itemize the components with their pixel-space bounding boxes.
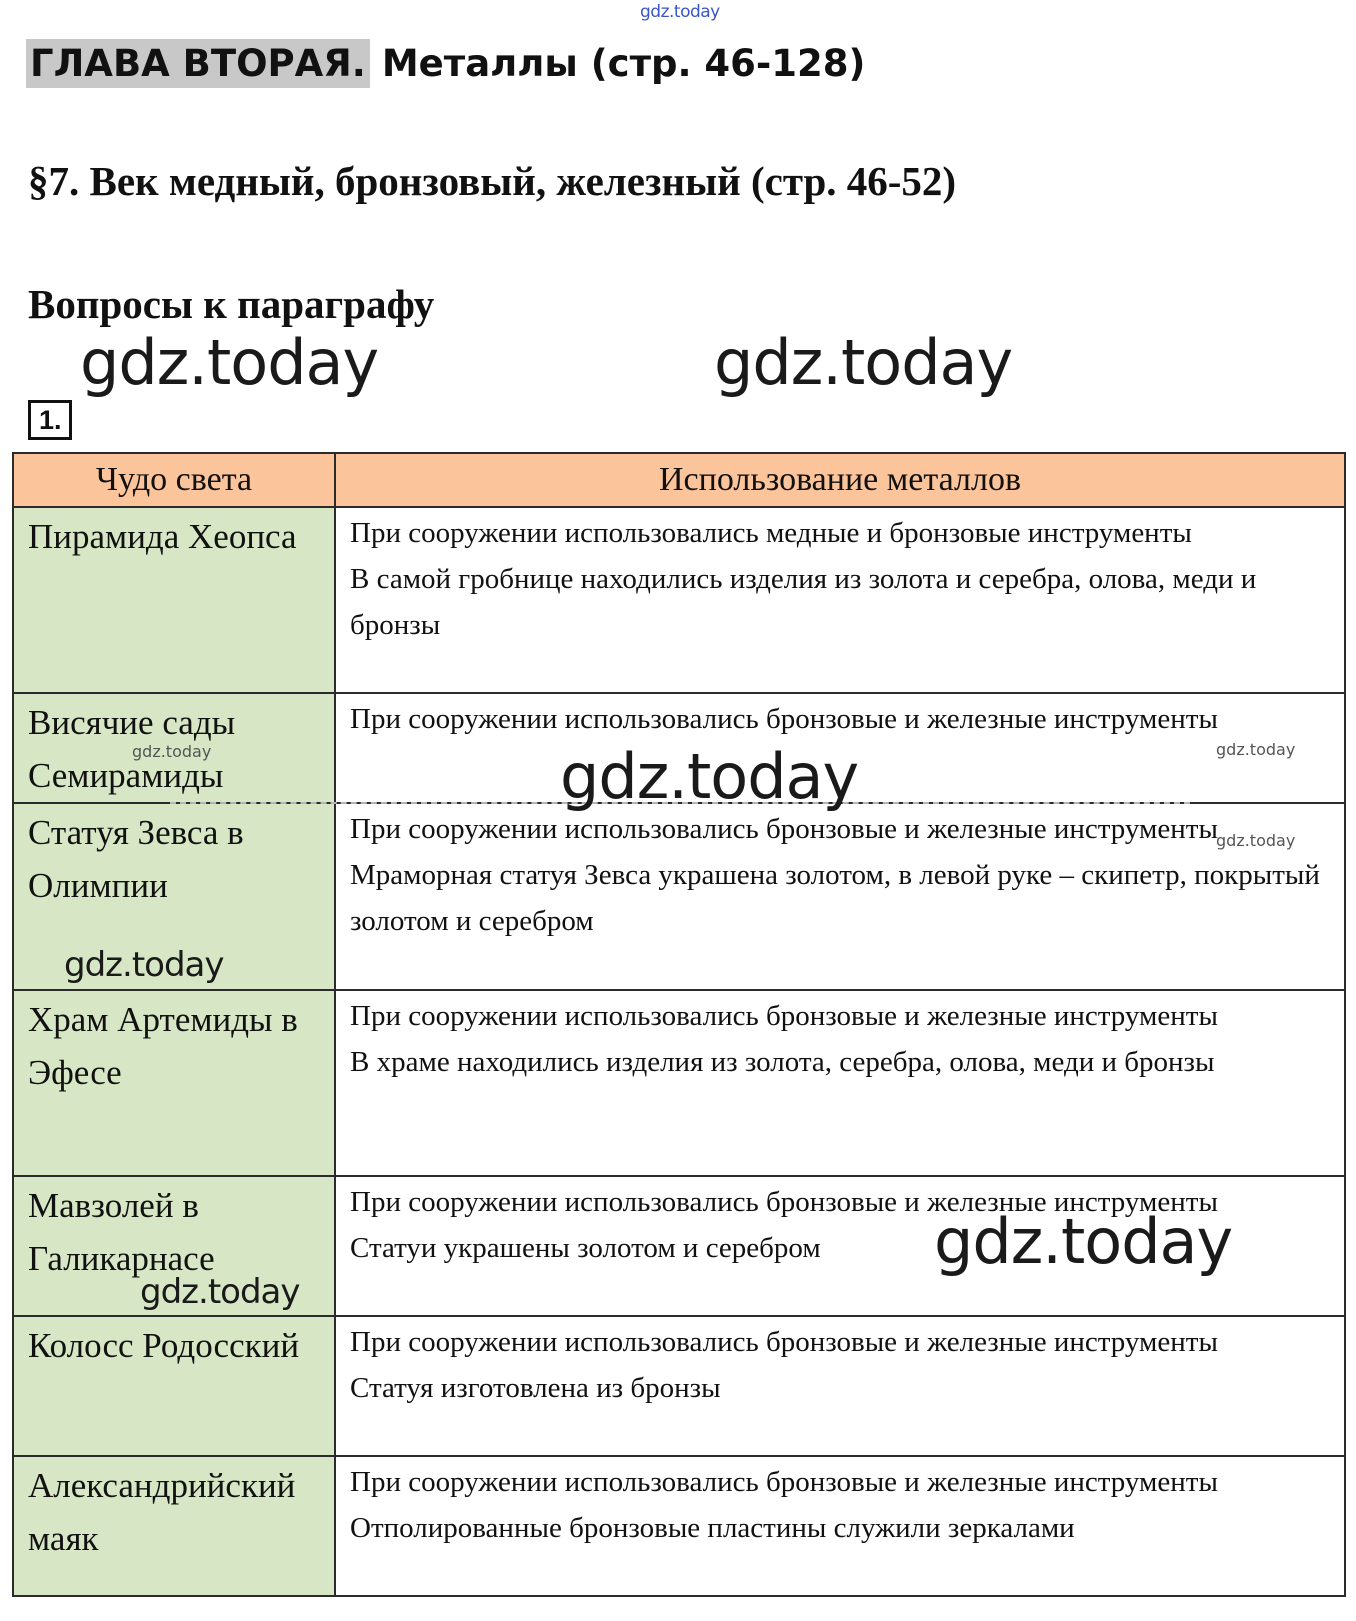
watermark: gdz.today <box>80 326 379 399</box>
wonders-table <box>12 452 1346 1597</box>
watermark: gdz.today <box>1216 831 1296 850</box>
watermark: gdz.today <box>64 945 224 985</box>
usage-line: При сооружении использовались бронзовые и железные инструменты <box>350 813 1218 845</box>
usage-line: Отполированные бронзовые пластины служили зеркалами <box>350 1512 1075 1544</box>
metal-usage <box>335 1456 1345 1596</box>
usage-line: Мраморная статуя Зевса украшена золотом, в левой руке – скипетр, покрытый золотом и серебром <box>350 859 1320 937</box>
header-wonder: Чудо света <box>13 453 335 507</box>
usage-line: В храме находились изделия из золота, серебра, олова, меди и бронзы <box>350 1046 1215 1078</box>
metal-usage <box>335 990 1345 1176</box>
usage-line: Статуя изготовлена из бронзы <box>350 1372 721 1404</box>
usage-line: При сооружении использовались бронзовые и железные инструменты <box>350 1186 1218 1218</box>
table-header-row <box>13 453 1345 507</box>
watermark: gdz.today <box>132 742 212 761</box>
chapter-heading <box>26 35 865 91</box>
wonder-name: Статуя Зевса в Олимпии <box>13 803 335 990</box>
wonder-name: Храм Артемиды в Эфесе <box>13 990 335 1176</box>
chapter-title: Металлы (стр. 46-128) <box>381 41 866 85</box>
watermark: gdz.today <box>934 1205 1233 1278</box>
wonder-name: Пирамида Хеопса <box>13 507 335 693</box>
watermark: gdz.today <box>140 1272 300 1312</box>
paragraph-title: §7. Век медный, бронзовый, железный (стр. 46-52) <box>28 158 957 204</box>
wonder-name: Мавзолей в Галикарнасе <box>13 1176 335 1316</box>
questions-title: Вопросы к параграфу <box>28 281 435 327</box>
table-row <box>13 1456 1345 1596</box>
usage-line: При сооружении использовались бронзовые и железные инструменты <box>350 1466 1218 1498</box>
chapter-label: ГЛАВА ВТОРАЯ. <box>26 39 370 88</box>
metal-usage <box>335 1316 1345 1456</box>
table-row <box>13 1316 1345 1456</box>
header-metal-usage: Использование металлов <box>335 453 1345 507</box>
wonder-name: Колосс Родосский <box>13 1316 335 1456</box>
wonder-name: Висячие сады Семирамиды <box>13 693 335 803</box>
metal-usage <box>335 507 1345 693</box>
watermark: gdz.today <box>714 326 1013 399</box>
usage-line: При сооружении использовались бронзовые и железные инструменты <box>350 1326 1218 1358</box>
table-row <box>13 507 1345 693</box>
wonder-name: Александрийский маяк <box>13 1456 335 1596</box>
usage-line: При сооружении использовались бронзовые и железные инструменты <box>350 1000 1218 1032</box>
usage-line: В самой гробнице находились изделия из золота и серебра, олова, меди и бронзы <box>350 563 1257 641</box>
table-row <box>13 990 1345 1176</box>
watermark-top: gdz.today <box>640 2 720 22</box>
watermark: gdz.today <box>1216 740 1296 759</box>
watermark: gdz.today <box>560 740 859 813</box>
usage-line: При сооружении использовались бронзовые и железные инструменты <box>350 703 1218 735</box>
usage-line: Статуи украшены золотом и серебром <box>350 1232 821 1264</box>
metal-usage <box>335 803 1345 990</box>
question-number: 1. <box>28 400 72 440</box>
usage-line: При сооружении использовались медные и бронзовые инструменты <box>350 517 1192 549</box>
